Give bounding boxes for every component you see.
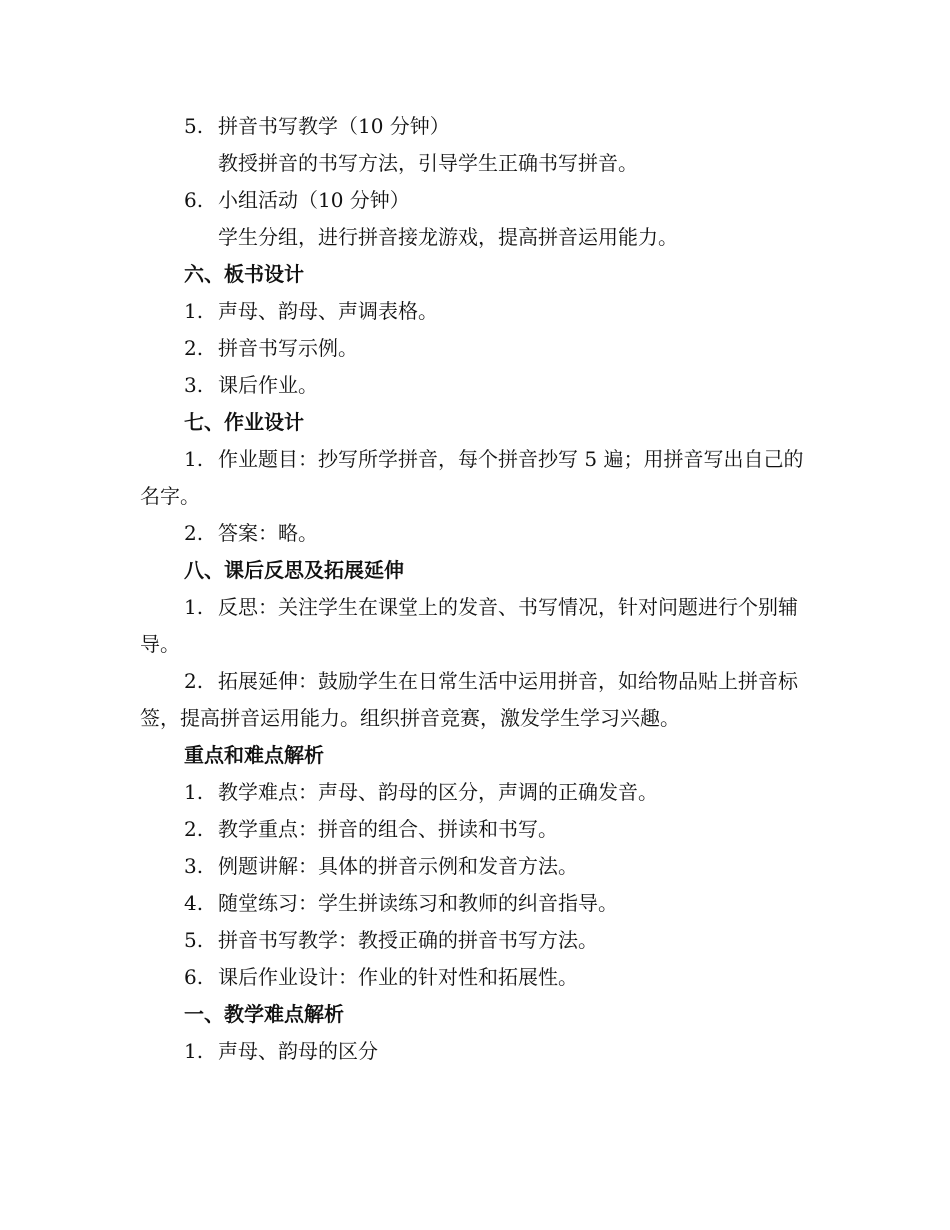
- item-number: 5.: [184, 114, 204, 138]
- paragraph-item: [140, 441, 810, 515]
- list-item: [140, 959, 810, 996]
- item-number: 1.: [184, 780, 204, 804]
- item-number: 6.: [184, 965, 204, 989]
- item-text: 教学重点：拼音的组合、拼读和书写。: [218, 817, 558, 841]
- item-text: 拼音书写示例。: [218, 336, 358, 360]
- item-text: 作业题目：抄写所学拼音，每个拼音抄写 5 遍；用拼音写出自己的名字。: [140, 447, 804, 508]
- list-item: [140, 293, 810, 330]
- item-text: 课后作业设计：作业的针对性和拓展性。: [218, 965, 578, 989]
- item-text: 教学难点：声母、韵母的区分，声调的正确发音。: [218, 780, 658, 804]
- item-text: 声母、韵母、声调表格。: [218, 299, 438, 323]
- section-heading: 重点和难点解析: [184, 743, 324, 767]
- section-heading: 六、板书设计: [184, 262, 304, 286]
- item-number: 3.: [184, 854, 204, 878]
- list-item: [140, 774, 810, 811]
- item-description: 学生分组，进行拼音接龙游戏，提高拼音运用能力。: [218, 225, 678, 249]
- document-body: [140, 108, 810, 1070]
- list-item: [140, 922, 810, 959]
- list-item: [140, 182, 810, 219]
- list-item: [140, 1033, 810, 1070]
- item-text: 拓展延伸：鼓励学生在日常生活中运用拼音，如给物品贴上拼音标签，提高拼音运用能力。组织拼音竞赛，激发学生学习兴趣。: [140, 669, 798, 730]
- item-text: 例题讲解：具体的拼音示例和发音方法。: [218, 854, 578, 878]
- list-item: [140, 367, 810, 404]
- list-item: [140, 885, 810, 922]
- item-number: 1.: [184, 1039, 204, 1063]
- item-text: 小组活动（10 分钟）: [218, 188, 410, 212]
- item-text: 课后作业。: [218, 373, 318, 397]
- item-number: 6.: [184, 188, 204, 212]
- item-number: 2.: [184, 521, 204, 545]
- section-heading: 一、教学难点解析: [184, 1002, 344, 1026]
- item-text: 拼音书写教学（10 分钟）: [218, 114, 450, 138]
- paragraph-item: [140, 589, 810, 663]
- item-number: 2.: [184, 669, 204, 693]
- section-heading: 八、课后反思及拓展延伸: [184, 558, 404, 582]
- item-number: 1.: [184, 595, 204, 619]
- list-item: [140, 515, 810, 552]
- item-description: 教授拼音的书写方法，引导学生正确书写拼音。: [218, 151, 638, 175]
- section-heading: 七、作业设计: [184, 410, 304, 434]
- list-item: [140, 811, 810, 848]
- item-number: 4.: [184, 891, 204, 915]
- item-text: 反思：关注学生在课堂上的发音、书写情况，针对问题进行个别辅导。: [140, 595, 798, 656]
- list-item: [140, 108, 810, 145]
- item-number: 1.: [184, 299, 204, 323]
- paragraph-item: [140, 663, 810, 737]
- list-item: [140, 848, 810, 885]
- list-item: [140, 330, 810, 367]
- item-number: 2.: [184, 817, 204, 841]
- item-number: 1.: [184, 447, 204, 471]
- item-text: 随堂练习：学生拼读练习和教师的纠音指导。: [218, 891, 618, 915]
- item-number: 3.: [184, 373, 204, 397]
- item-number: 5.: [184, 928, 204, 952]
- item-text: 拼音书写教学：教授正确的拼音书写方法。: [218, 928, 598, 952]
- item-text: 声母、韵母的区分: [218, 1039, 378, 1063]
- item-number: 2.: [184, 336, 204, 360]
- item-text: 答案：略。: [218, 521, 318, 545]
